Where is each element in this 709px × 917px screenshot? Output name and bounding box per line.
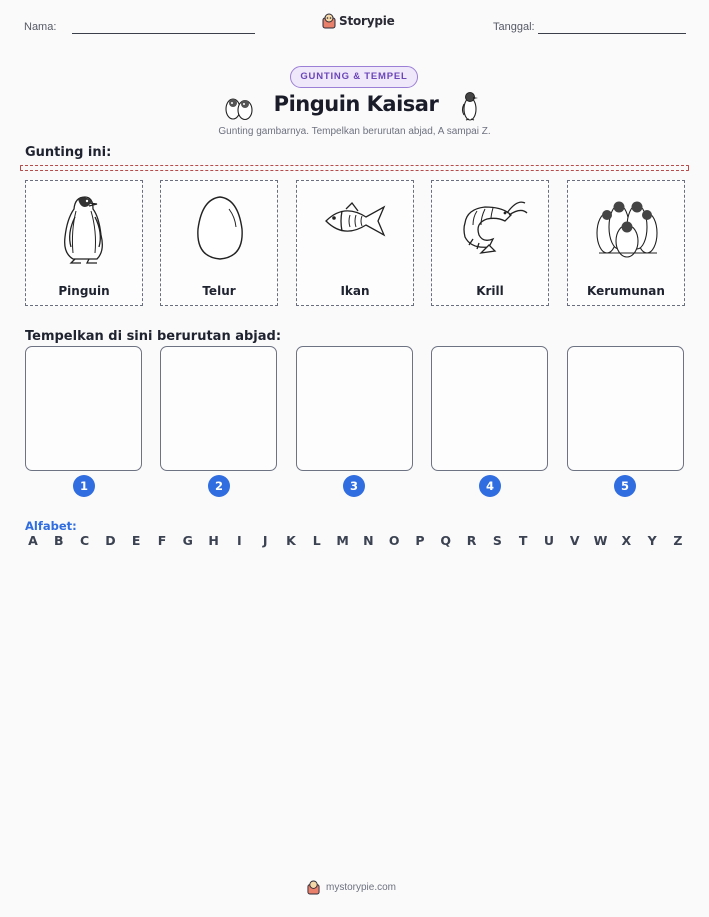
paste-heading: Tempelkan di sini berurutan abjad: xyxy=(25,329,282,344)
cut-card-fish[interactable] xyxy=(296,180,414,306)
cut-heading: Gunting ini: xyxy=(25,145,112,160)
date-field-line[interactable] xyxy=(538,33,686,34)
slot-number-3: 3 xyxy=(343,475,365,497)
card-label: Krill xyxy=(476,284,504,298)
cut-card-huddle[interactable] xyxy=(567,180,685,306)
alphabet-letter: Y xyxy=(647,533,657,548)
alphabet-letter: K xyxy=(286,533,296,548)
card-label: Kerumunan xyxy=(587,284,665,298)
card-label: Telur xyxy=(202,284,236,298)
alphabet-letter: U xyxy=(543,533,555,548)
alphabet-letter: B xyxy=(54,533,64,548)
slot-number-4: 4 xyxy=(479,475,501,497)
alphabet-row xyxy=(25,533,686,548)
penguin-standing-icon xyxy=(458,90,482,122)
penguin-huddle-icon xyxy=(587,187,667,277)
alphabet-letter: E xyxy=(131,533,141,548)
alphabet-letter: Z xyxy=(673,533,683,548)
alphabet-letter: D xyxy=(105,533,116,548)
paste-slot-1[interactable] xyxy=(25,346,142,471)
shrimp-icon xyxy=(451,187,531,277)
alphabet-letter: T xyxy=(518,533,528,548)
brand-name: Storypie xyxy=(339,14,395,28)
penguin-pair-icon xyxy=(222,93,256,121)
alphabet-letter: S xyxy=(492,533,502,548)
alphabet-letter: W xyxy=(593,533,608,548)
alphabet-letter: H xyxy=(208,533,219,548)
egg-icon xyxy=(180,187,260,277)
alphabet-letter: C xyxy=(80,533,90,548)
alphabet-letter: O xyxy=(388,533,400,548)
alphabet-letter: N xyxy=(363,533,374,548)
alphabet-letter: G xyxy=(182,533,193,548)
name-label: Nama: xyxy=(24,21,57,33)
cut-line xyxy=(20,165,689,171)
slot-number-5: 5 xyxy=(614,475,636,497)
paste-slot-2[interactable] xyxy=(160,346,277,471)
slot-number-2: 2 xyxy=(208,475,230,497)
alphabet-letter: I xyxy=(237,533,242,548)
date-label: Tanggal: xyxy=(493,21,535,33)
footer xyxy=(307,880,396,895)
alphabet-letter: J xyxy=(262,533,268,548)
alphabet-letter: L xyxy=(312,533,321,548)
card-label: Ikan xyxy=(340,284,370,298)
card-label: Pinguin xyxy=(58,284,110,298)
cut-card-penguin[interactable] xyxy=(25,180,143,306)
storypie-logo-icon xyxy=(307,880,320,895)
slot-number-1: 1 xyxy=(73,475,95,497)
brand-logo xyxy=(322,13,395,29)
paste-slot-5[interactable] xyxy=(567,346,684,471)
name-field-line[interactable] xyxy=(72,33,255,34)
activity-badge: GUNTING & TEMPEL xyxy=(290,66,418,88)
storypie-logo-icon xyxy=(322,13,336,29)
penguin-icon xyxy=(45,187,125,277)
alphabet-letter: Q xyxy=(440,533,452,548)
alphabet-letter: V xyxy=(569,533,580,548)
cut-card-egg[interactable] xyxy=(160,180,278,306)
alphabet-letter: P xyxy=(415,533,425,548)
fish-icon xyxy=(316,187,396,277)
alphabet-letter: M xyxy=(336,533,349,548)
page-title: Pinguin Kaisar xyxy=(273,92,439,116)
footer-url[interactable]: mystorypie.com xyxy=(326,882,397,893)
alphabet-heading: Alfabet: xyxy=(25,519,77,533)
alphabet-letter: A xyxy=(28,533,38,548)
alphabet-letter: X xyxy=(621,533,632,548)
cut-card-krill[interactable] xyxy=(431,180,549,306)
alphabet-letter: R xyxy=(466,533,477,548)
paste-slot-3[interactable] xyxy=(296,346,413,471)
alphabet-letter: F xyxy=(157,533,167,548)
paste-slot-4[interactable] xyxy=(431,346,548,471)
instructions: Gunting gambarnya. Tempelkan berurutan abjad, A sampai Z. xyxy=(218,126,491,137)
